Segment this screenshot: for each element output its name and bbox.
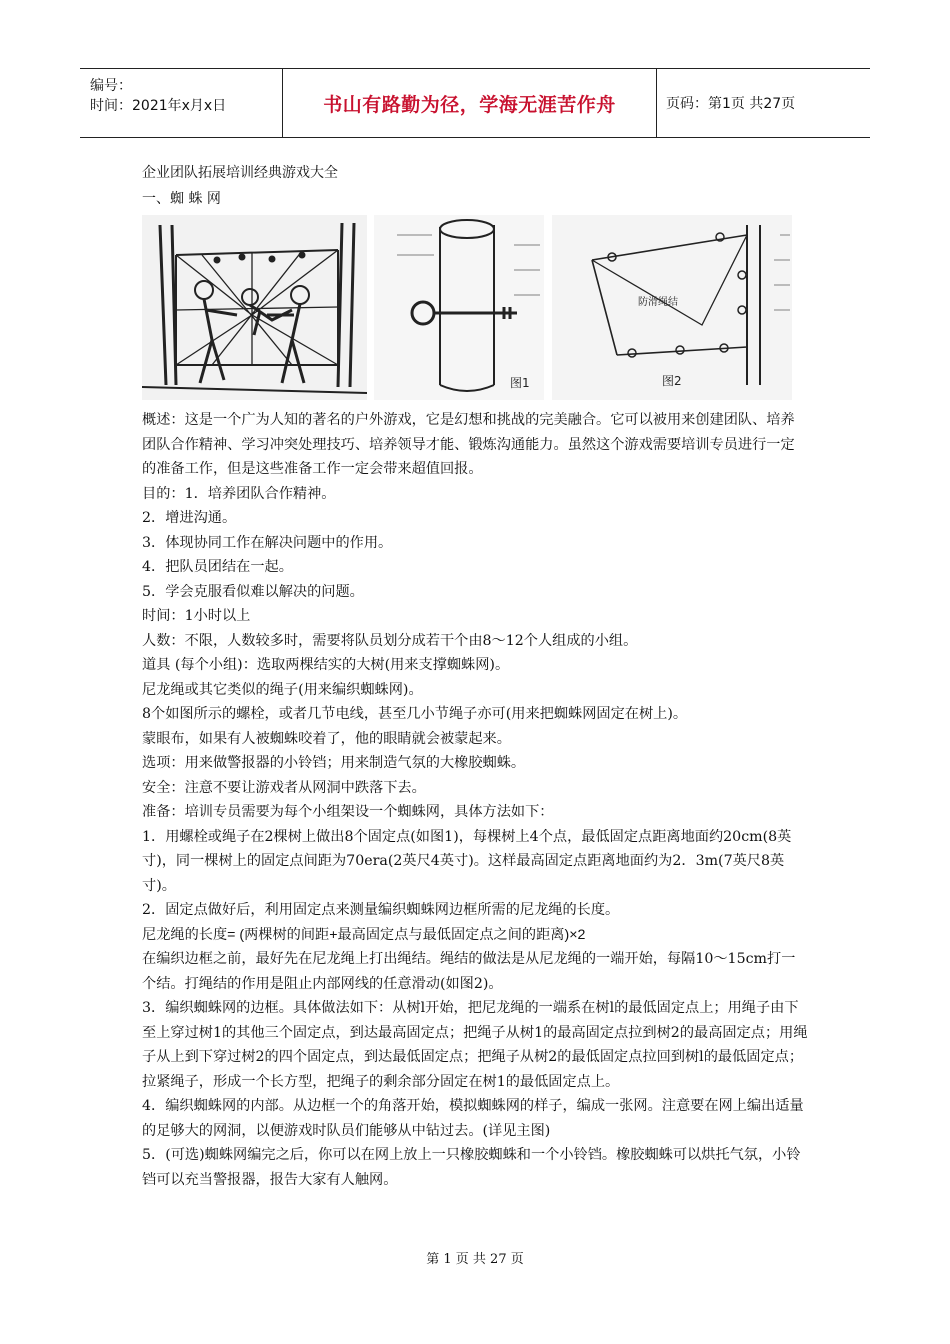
paragraph: 准备：培训专员需要为每个小组架设一个蜘蛛网，具体方法如下： bbox=[142, 804, 554, 820]
paragraph: 1．用螺栓或绳子在2棵树上做出8个固定点(如图1)，每棵树上4个点，最低固定点距离地面约20cm(8英寸)，同一棵树上的固定点间距为70era(2英尺4英寸)。这样最高固定点距离地面约为2．3m(7英尺8英寸)。 bbox=[142, 828, 792, 894]
header-page-label: 页码：第1页 共27页 bbox=[666, 96, 796, 112]
document-time-label: 时间：2021年x月x日 bbox=[90, 98, 227, 114]
header-motto: 书山有路勤为径，学海无涯苦作舟 bbox=[323, 93, 616, 116]
figure-1-bolt-diagram bbox=[374, 215, 544, 400]
paragraph: 3．体现协同工作在解决问题中的作用。 bbox=[142, 534, 393, 551]
page-header bbox=[80, 68, 870, 138]
paragraph: 道具 (每个小组)：选取两棵结实的大树(用来支撑蜘蛛网)。 bbox=[142, 657, 510, 673]
main-illustration bbox=[142, 215, 367, 400]
header-page-cell bbox=[666, 69, 795, 137]
paragraph: 安全：注意不要让游戏者从网洞中跌落下去。 bbox=[142, 779, 426, 796]
paragraph: 4．编织蜘蛛网的内部。从边框一个的角落开始，模拟蜘蛛网的样子，编成一张网。注意要在网上编出适量的足够大的网洞，以便游戏时队员们能够从中钻过去。(详见主图) bbox=[142, 1098, 804, 1139]
paragraph: 8个如图所示的螺栓，或者几节电线，甚至几小节绳子亦可(用来把蜘蛛网固定在树上)。 bbox=[142, 706, 688, 722]
paragraph: 4．把队员团结在一起。 bbox=[142, 559, 293, 575]
paragraph: 选项：用来做警报器的小铃铛；用来制造气氛的大橡胶蜘蛛。 bbox=[142, 755, 526, 771]
figure-1-label: 图1 bbox=[510, 376, 530, 390]
paragraph: 蒙眼布，如果有人被蜘蛛咬着了，他的眼睛就会被蒙起来。 bbox=[142, 730, 511, 747]
paragraph: 时间：1小时以上 bbox=[142, 608, 251, 624]
header-meta-cell bbox=[80, 69, 283, 137]
paragraph: 3．编织蜘蛛网的边框。具体做法如下：从树l开始，把尼龙绳的一端系在树l的最低固定点上；用绳子由下至上穿过树1的其他三个固定点，到达最高固定点；把绳子从树1的最高固定点拉到树2的最高固定点；用绳子从上到下穿过树2的四个固定点，到达最低固定点；把绳子从树2的最低固定点拉回到树l的最低固定点；拉紧绳子，形成一个长方型，把绳子的剩余部分固定在树1的最低固定点上。 bbox=[142, 1000, 808, 1090]
paragraph: 概述：这是一个广为人知的著名的户外游戏，它是幻想和挑战的完美融合。它可以被用来创建团队、培养团队合作精神、学习冲突处理技巧、培养领导才能、锻炼沟通能力。虽然这个游戏需要培训专员进行一定的准备工作，但是这些准备工作一定会带来超值回报。 bbox=[142, 412, 795, 477]
body-text bbox=[142, 408, 808, 1192]
paragraph: 2．增进沟通。 bbox=[142, 510, 237, 526]
figure-area bbox=[142, 215, 792, 400]
document-number-label: 编号： bbox=[90, 78, 132, 94]
paragraph: 尼龙绳或其它类似的绳子(用来编织蜘蛛网)。 bbox=[142, 681, 423, 698]
paragraph: 目的：1．培养团队合作精神。 bbox=[142, 485, 336, 502]
paragraph: 5．学会克服看似难以解决的问题。 bbox=[142, 583, 364, 600]
document-title: 企业团队拓展培训经典游戏大全 bbox=[142, 165, 338, 181]
header-motto-cell bbox=[283, 69, 657, 137]
spider-web-illustration bbox=[142, 215, 792, 400]
section-title: 一、蜘 蛛 网 bbox=[142, 191, 221, 207]
paragraph: 2．固定点做好后，利用固定点来测量编织蜘蛛网边框所需的尼龙绳的长度。 bbox=[142, 902, 620, 918]
page-footer: 第 1 页 共 27 页 bbox=[426, 1252, 524, 1267]
paragraph: 5．(可选)蜘蛛网编完之后，你可以在网上放上一只橡胶蜘蛛和一个小铃铛。橡胶蜘蛛可以烘托气氛，小铃铛可以充当警报器，报告大家有人触网。 bbox=[142, 1147, 801, 1188]
figure-2-annotation: 防滑绳结 bbox=[638, 297, 678, 308]
paragraph: 在编织边框之前，最好先在尼龙绳上打出绳结。绳结的做法是从尼龙绳的一端开始，每隔10～15cm打一个结。打绳结的作用是阻止内部网线的任意滑动(如图2)。 bbox=[142, 951, 796, 992]
paragraph: 人数：不限，人数较多时，需要将队员划分成若干个由8～12个人组成的小组。 bbox=[142, 632, 638, 649]
paragraph: 尼龙绳的长度= (两棵树的间距+最高固定点与最低固定点之间的距离)×2 bbox=[142, 926, 586, 943]
figure-2-label: 图2 bbox=[662, 374, 682, 388]
